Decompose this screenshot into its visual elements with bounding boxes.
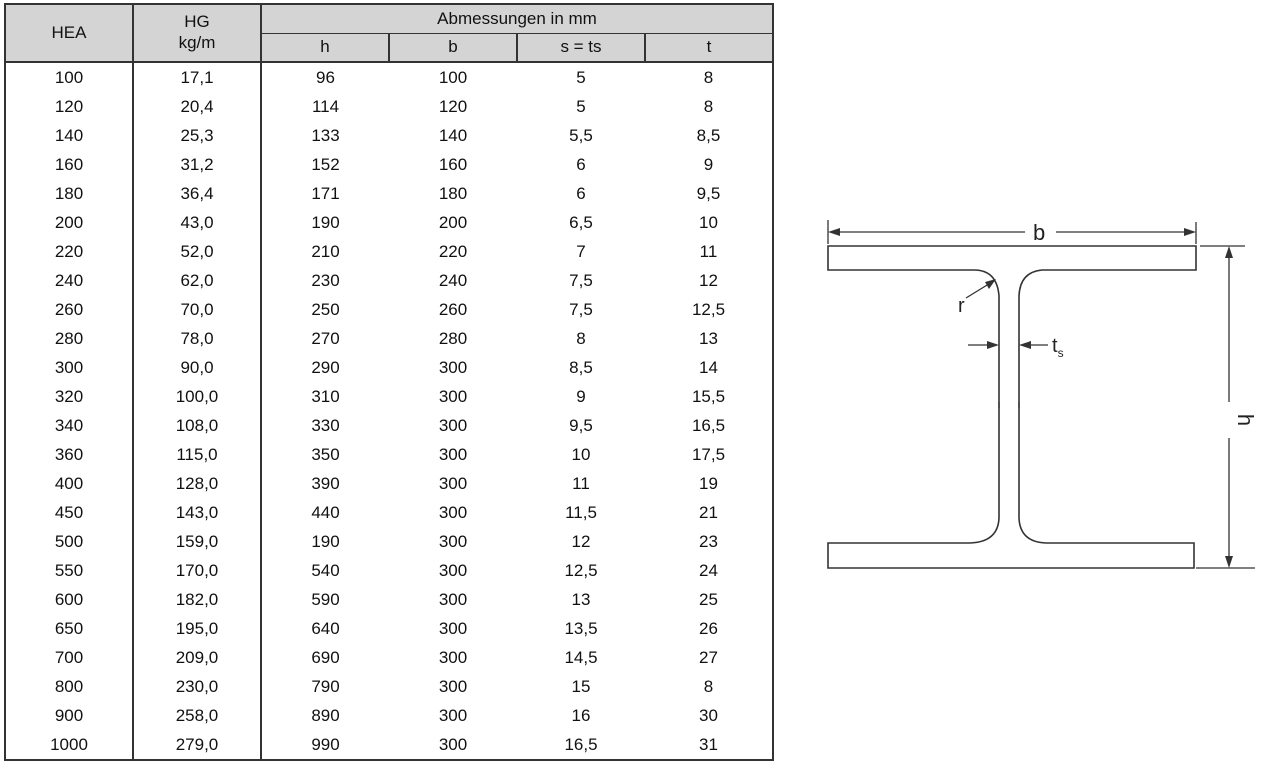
label-r: r bbox=[958, 295, 965, 317]
cell-hea: 260 bbox=[5, 295, 133, 324]
cell-hea: 800 bbox=[5, 672, 133, 701]
cell-h: 990 bbox=[261, 730, 389, 760]
cell-t: 16,5 bbox=[645, 411, 773, 440]
cell-t: 30 bbox=[645, 701, 773, 730]
cell-s: 10 bbox=[571, 444, 591, 464]
cell-hea: 200 bbox=[5, 208, 133, 237]
cell-hg: 115,0 bbox=[133, 440, 261, 469]
cell-hea: 100 bbox=[5, 62, 133, 92]
cell-hg: 108,0 bbox=[133, 411, 261, 440]
cell-s: 9,5 bbox=[569, 415, 593, 435]
cell-h: 690 bbox=[311, 647, 340, 667]
table-row bbox=[5, 614, 773, 643]
cell-t: 13 bbox=[645, 324, 773, 353]
cell-hg: 62,0 bbox=[133, 266, 261, 295]
cell-b: 300 bbox=[389, 730, 517, 760]
table-row bbox=[5, 411, 773, 440]
header-h: h bbox=[261, 33, 389, 62]
cell-b: 280 bbox=[438, 328, 468, 348]
cell-h: 310 bbox=[311, 386, 340, 406]
dimension-arrows bbox=[828, 228, 1233, 568]
cell-t: 27 bbox=[645, 643, 773, 672]
cell-b: 160 bbox=[438, 154, 468, 174]
table-row bbox=[5, 92, 773, 121]
cell-hg: 17,1 bbox=[133, 62, 261, 92]
cell-hea: 340 bbox=[5, 411, 133, 440]
cell-b: 100 bbox=[438, 67, 468, 87]
header-b: b bbox=[389, 33, 517, 62]
table-row bbox=[5, 498, 773, 527]
cell-h: 590 bbox=[311, 589, 340, 609]
cell-b: 300 bbox=[438, 647, 468, 667]
cell-h: 190 bbox=[311, 212, 340, 232]
cell-s: 8 bbox=[576, 328, 586, 348]
cell-hea: 300 bbox=[5, 353, 133, 382]
cell-h: 540 bbox=[311, 560, 340, 580]
cell-hea: 600 bbox=[5, 585, 133, 614]
dimension-lines bbox=[828, 220, 1255, 568]
cell-hea: 220 bbox=[5, 237, 133, 266]
header-hg: HG bbox=[133, 4, 261, 33]
cell-b: 300 bbox=[438, 560, 468, 580]
cell-h: 190 bbox=[311, 531, 340, 551]
cell-b: 200 bbox=[438, 212, 468, 232]
cell-hg: 143,0 bbox=[133, 498, 261, 527]
table-row bbox=[5, 469, 773, 498]
cell-h: 890 bbox=[311, 705, 340, 725]
table-body bbox=[5, 62, 773, 760]
cell-h: 270 bbox=[311, 328, 340, 348]
cell-s: 14,5 bbox=[564, 647, 598, 667]
cell-hg: 90,0 bbox=[133, 353, 261, 382]
cell-h: 330 bbox=[311, 415, 340, 435]
cell-s: 11,5 bbox=[565, 502, 597, 522]
cell-s: 6 bbox=[576, 183, 586, 203]
header-t: t bbox=[645, 33, 773, 62]
cell-hg: 43,0 bbox=[133, 208, 261, 237]
table-row bbox=[5, 237, 773, 266]
cell-h: 171 bbox=[311, 183, 340, 203]
header-hg-unit: kg/m bbox=[133, 33, 261, 62]
cell-s: 7,5 bbox=[569, 299, 593, 319]
cell-s: 5 bbox=[576, 96, 586, 116]
cell-hg: 78,0 bbox=[133, 324, 261, 353]
cell-h: 230 bbox=[311, 270, 340, 290]
cell-b: 300 bbox=[438, 676, 468, 696]
cell-t: 9,5 bbox=[645, 179, 773, 208]
cell-t: 31 bbox=[645, 730, 773, 760]
table-row bbox=[5, 179, 773, 208]
cell-s: 7 bbox=[576, 241, 586, 261]
table-row bbox=[5, 730, 773, 760]
cell-hea: 180 bbox=[5, 179, 133, 208]
cell-hea: 650 bbox=[5, 614, 133, 643]
cell-t: 11 bbox=[645, 237, 773, 266]
cell-hg: 100,0 bbox=[133, 382, 261, 411]
table-row bbox=[5, 121, 773, 150]
cell-h: 133 bbox=[311, 125, 340, 145]
table-row bbox=[5, 701, 773, 730]
cell-t: 23 bbox=[645, 527, 773, 556]
header-hea: HEA bbox=[5, 4, 133, 62]
cell-h: 790 bbox=[311, 676, 340, 696]
cell-t: 8 bbox=[645, 672, 773, 701]
cell-s: 16 bbox=[571, 705, 591, 725]
table-row bbox=[5, 585, 773, 614]
cell-hea: 120 bbox=[5, 92, 133, 121]
cell-hg: 25,3 bbox=[133, 121, 261, 150]
table-row bbox=[5, 382, 773, 411]
cell-t: 14 bbox=[645, 353, 773, 382]
cell-h: 114 bbox=[311, 96, 340, 116]
table-row bbox=[5, 208, 773, 237]
table-row bbox=[5, 527, 773, 556]
cell-b: 300 bbox=[438, 357, 468, 377]
cell-hea: 140 bbox=[5, 121, 133, 150]
cell-hg: 159,0 bbox=[133, 527, 261, 556]
table-row bbox=[5, 643, 773, 672]
cell-b: 300 bbox=[438, 386, 468, 406]
label-ts: $t_s$ bbox=[1052, 335, 1064, 360]
table-row bbox=[5, 324, 773, 353]
header-s: s = ts bbox=[517, 33, 645, 62]
cell-s: 12 bbox=[571, 531, 591, 551]
cell-hea: 240 bbox=[5, 266, 133, 295]
cell-t: 25 bbox=[645, 585, 773, 614]
cell-hg: 195,0 bbox=[133, 614, 261, 643]
cell-b: 240 bbox=[438, 270, 468, 290]
hea-profile-table bbox=[4, 3, 774, 761]
cell-t: 8 bbox=[645, 62, 773, 92]
cell-t: 24 bbox=[645, 556, 773, 585]
cell-s: 13,5 bbox=[564, 618, 598, 638]
cell-s: 8,5 bbox=[569, 357, 593, 377]
cell-b: 220 bbox=[438, 241, 468, 261]
header-dimensions: Abmessungen in mm bbox=[261, 4, 773, 33]
cell-t: 10 bbox=[645, 208, 773, 237]
cell-hg: 182,0 bbox=[133, 585, 261, 614]
table-row bbox=[5, 556, 773, 585]
cell-t: 12 bbox=[645, 266, 773, 295]
cell-hea: 1000 bbox=[5, 730, 133, 760]
cell-b: 300 bbox=[438, 618, 468, 638]
cell-t: 12,5 bbox=[645, 295, 773, 324]
table-row bbox=[5, 440, 773, 469]
cell-s: 12,5 bbox=[564, 560, 598, 580]
cell-b: 120 bbox=[438, 96, 468, 116]
cell-s: 13 bbox=[571, 589, 591, 609]
cell-t: 8 bbox=[645, 92, 773, 121]
cell-b: 180 bbox=[438, 183, 468, 203]
cell-b: 140 bbox=[438, 125, 468, 145]
cell-h: 440 bbox=[311, 502, 340, 522]
cell-hg: 36,4 bbox=[133, 179, 261, 208]
cell-s: 6 bbox=[576, 154, 586, 174]
cell-s: 15 bbox=[571, 676, 591, 696]
cell-h: 152 bbox=[311, 154, 340, 174]
cell-hea: 550 bbox=[5, 556, 133, 585]
cell-s: 5 bbox=[576, 67, 586, 87]
cell-hea: 400 bbox=[5, 469, 133, 498]
cell-t: 19 bbox=[645, 469, 773, 498]
cell-b: 300 bbox=[438, 705, 468, 725]
table-row bbox=[5, 295, 773, 324]
cell-s: 6,5 bbox=[569, 212, 593, 232]
cell-hea: 500 bbox=[5, 527, 133, 556]
cell-b: 300 bbox=[438, 589, 468, 609]
cell-h: 210 bbox=[311, 241, 340, 261]
cell-t: 8,5 bbox=[645, 121, 773, 150]
cell-t: 15,5 bbox=[645, 382, 773, 411]
cell-hg: 31,2 bbox=[133, 150, 261, 179]
cell-hea: 900 bbox=[5, 701, 133, 730]
cell-b: 300 bbox=[438, 502, 468, 522]
label-h: h bbox=[1233, 413, 1258, 427]
cell-hg: 209,0 bbox=[133, 643, 261, 672]
table-row bbox=[5, 62, 773, 92]
cell-s: 5,5 bbox=[569, 125, 593, 145]
cell-h: 390 bbox=[311, 473, 340, 493]
cell-hea: 450 bbox=[5, 498, 133, 527]
table-row bbox=[5, 353, 773, 382]
cell-hg: 279,0 bbox=[133, 730, 261, 760]
table-row bbox=[5, 672, 773, 701]
cell-hea: 280 bbox=[5, 324, 133, 353]
cell-t: 9 bbox=[645, 150, 773, 179]
cell-h: 290 bbox=[311, 357, 340, 377]
cell-b: 300 bbox=[438, 415, 468, 435]
cell-t: 21 bbox=[645, 498, 773, 527]
i-beam-outline bbox=[828, 246, 1196, 568]
cell-b: 260 bbox=[438, 299, 468, 319]
cell-s: 16,5 bbox=[517, 730, 645, 760]
cell-h: 250 bbox=[311, 299, 340, 319]
cell-b: 300 bbox=[438, 473, 468, 493]
cell-t: 26 bbox=[645, 614, 773, 643]
table-row bbox=[5, 266, 773, 295]
cell-h: 96 bbox=[316, 67, 335, 87]
cell-b: 300 bbox=[438, 531, 468, 551]
cell-h: 350 bbox=[311, 444, 340, 464]
cell-hea: 320 bbox=[5, 382, 133, 411]
cell-hg: 128,0 bbox=[133, 469, 261, 498]
cell-hg: 170,0 bbox=[133, 556, 261, 585]
cell-hg: 258,0 bbox=[133, 701, 261, 730]
cell-hea: 160 bbox=[5, 150, 133, 179]
cell-b: 300 bbox=[438, 444, 468, 464]
i-beam-diagram bbox=[800, 205, 1270, 585]
label-b: b bbox=[1033, 220, 1046, 245]
cell-t: 17,5 bbox=[645, 440, 773, 469]
cell-hg: 52,0 bbox=[133, 237, 261, 266]
cell-h: 640 bbox=[311, 618, 340, 638]
cell-s: 11 bbox=[572, 473, 590, 493]
table-row bbox=[5, 150, 773, 179]
cell-s: 9 bbox=[576, 386, 586, 406]
cell-hg: 230,0 bbox=[133, 672, 261, 701]
cell-hea: 360 bbox=[5, 440, 133, 469]
table-header bbox=[5, 4, 773, 62]
cell-s: 7,5 bbox=[569, 270, 593, 290]
cell-hg: 70,0 bbox=[133, 295, 261, 324]
cell-hg: 20,4 bbox=[133, 92, 261, 121]
cell-hea: 700 bbox=[5, 643, 133, 672]
